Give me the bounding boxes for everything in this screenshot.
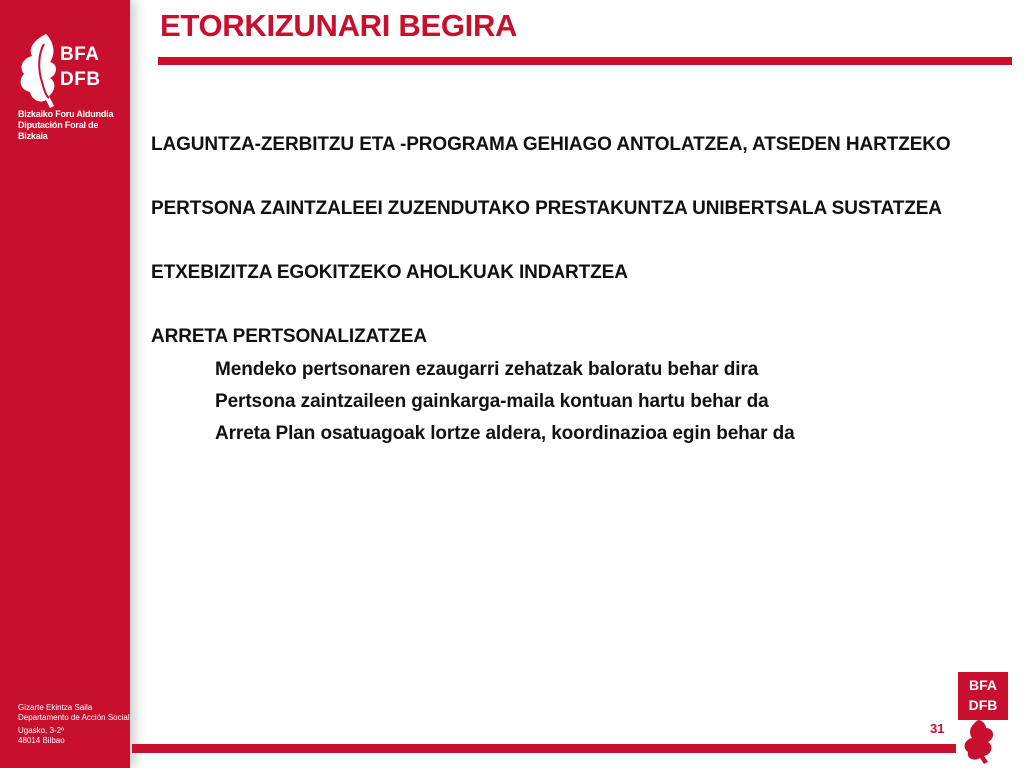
sub-bullet-item: Arreta Plan osatuagoak lortze aldera, koordinazioa egin behar da <box>215 423 795 444</box>
logo-line-1: BFA <box>60 44 100 65</box>
dept-name-basque: Gizarte Ekintza Saila <box>18 703 93 712</box>
address <box>18 726 65 746</box>
footer-divider <box>132 744 956 753</box>
corner-oak-leaf-icon <box>958 718 1010 764</box>
logo-line-2: DFB <box>60 69 101 90</box>
oak-leaf-icon <box>16 30 64 110</box>
department-name <box>18 703 130 723</box>
title-divider <box>158 57 1012 65</box>
page-number: 31 <box>930 721 945 736</box>
dept-name-spanish: Departamento de Acción Social <box>18 713 130 722</box>
address-city: 48014 Bilbao <box>18 736 65 745</box>
slide-title: ETORKIZUNARI BEGIRA <box>160 8 518 43</box>
org-name-basque: Bizkaiko Foru Aldundia <box>18 109 114 119</box>
slide-content <box>151 132 1001 450</box>
bullet-item: PERTSONA ZAINTZALEEI ZUZENDUTAKO PRESTAKUNTZA UNIBERTSALA SUSTATZEA <box>151 198 942 219</box>
bullet-item: ARRETA PERTSONALIZATZEA <box>151 326 428 347</box>
org-name-spanish: Diputación Foral de Bizkaia <box>18 120 99 141</box>
corner-logo-line-2: DFB <box>968 697 998 713</box>
bullet-item: LAGUNTZA-ZERBITZU ETA -PROGRAMA GEHIAGO ANTOLATZEA, ATSEDEN HARTZEKO <box>151 134 951 155</box>
corner-logo <box>958 672 1010 764</box>
sidebar-band <box>0 0 130 768</box>
address-street: Ugasko, 3-2º <box>18 726 65 735</box>
sub-bullet-item: Mendeko pertsonaren ezaugarri zehatzak baloratu behar dira <box>215 359 759 380</box>
sub-bullet-item: Pertsona zaintzaileen gainkarga-maila kontuan hartu behar da <box>215 391 769 412</box>
bullet-item: ETXEBIZITZA EGOKITZEKO AHOLKUAK INDARTZEA <box>151 262 628 283</box>
corner-logo-box <box>958 672 1008 720</box>
organization-name <box>18 109 130 142</box>
corner-logo-line-1: BFA <box>969 677 997 693</box>
logo-wordmark <box>60 42 120 102</box>
